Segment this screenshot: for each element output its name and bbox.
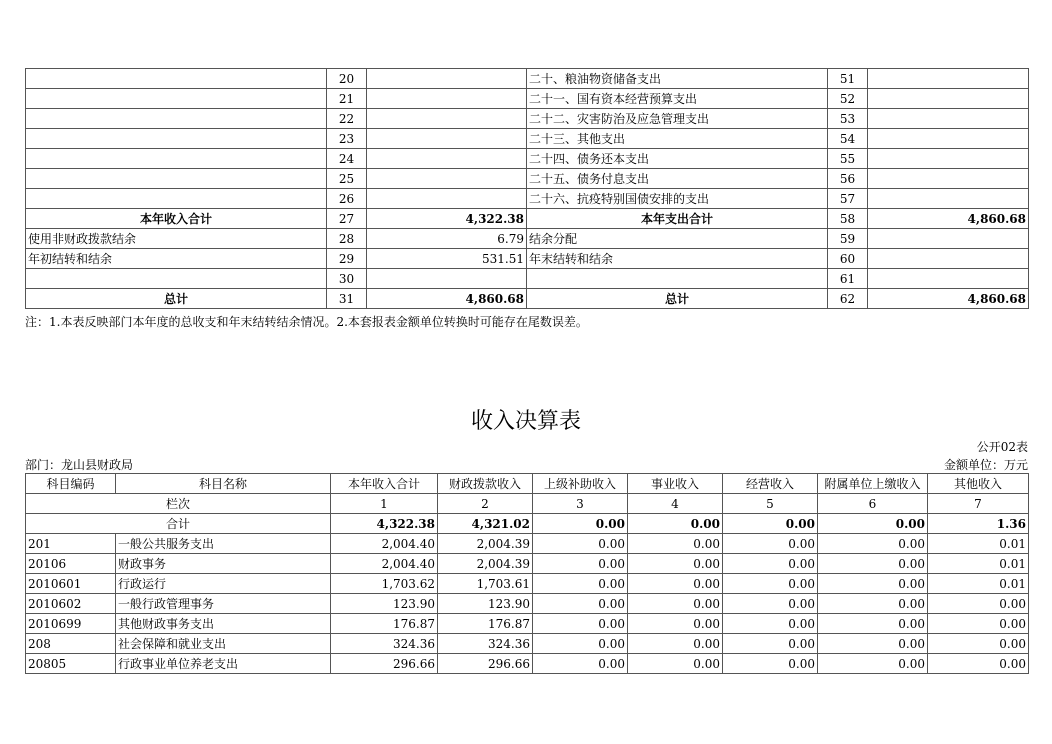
amount-cell: 0.00	[533, 554, 628, 574]
table-row	[26, 169, 1029, 189]
amount-cell: 0.00	[723, 534, 818, 554]
table-row	[26, 594, 1029, 614]
row-number: 55	[828, 149, 868, 169]
amount-cell: 324.36	[438, 634, 533, 654]
subject-name: 财政事务	[116, 554, 331, 574]
expense-amount	[868, 169, 1029, 189]
amount-cell: 0.00	[928, 594, 1029, 614]
income-item: 使用非财政拨款结余	[26, 229, 327, 249]
subject-name: 社会保障和就业支出	[116, 634, 331, 654]
table-row	[26, 109, 1029, 129]
row-number: 23	[327, 129, 367, 149]
income-final-accounts-table	[25, 473, 1029, 674]
row-number: 58	[828, 209, 868, 229]
expense-item: 总计	[527, 289, 828, 309]
table-row	[26, 249, 1029, 269]
header-other-income: 其他收入	[928, 474, 1029, 494]
income-item: 总计	[26, 289, 327, 309]
column-number: 6	[818, 494, 928, 514]
table-row	[26, 289, 1029, 309]
subject-name: 一般行政管理事务	[116, 594, 331, 614]
income-item	[26, 169, 327, 189]
row-number: 57	[828, 189, 868, 209]
subject-code: 201	[26, 534, 116, 554]
amount-cell: 296.66	[438, 654, 533, 674]
row-number: 52	[828, 89, 868, 109]
amount-cell: 0.00	[723, 554, 818, 574]
amount-cell: 2,004.39	[438, 534, 533, 554]
column-number: 3	[533, 494, 628, 514]
expense-amount	[868, 149, 1029, 169]
header-row	[26, 474, 1029, 494]
amount-cell: 1,703.61	[438, 574, 533, 594]
row-number: 31	[327, 289, 367, 309]
total-row	[26, 514, 1029, 534]
column-number-row	[26, 494, 1029, 514]
column-number: 7	[928, 494, 1029, 514]
header-code: 科目编码	[26, 474, 116, 494]
income-amount: 4,860.68	[367, 289, 527, 309]
amount-cell: 1,703.62	[331, 574, 438, 594]
expense-amount: 4,860.68	[868, 209, 1029, 229]
expense-amount: 4,860.68	[868, 289, 1029, 309]
income-amount	[367, 109, 527, 129]
income-item	[26, 189, 327, 209]
amount-cell: 0.00	[723, 654, 818, 674]
row-number: 54	[828, 129, 868, 149]
amount-cell: 0.01	[928, 574, 1029, 594]
amount-cell: 0.00	[533, 534, 628, 554]
amount-cell: 0.00	[628, 654, 723, 674]
income-item	[26, 129, 327, 149]
total-value: 0.00	[628, 514, 723, 534]
expense-amount	[868, 229, 1029, 249]
table-row	[26, 69, 1029, 89]
expense-item: 二十二、灾害防治及应急管理支出	[527, 109, 828, 129]
expense-item: 二十一、国有资本经营预算支出	[527, 89, 828, 109]
income-item	[26, 269, 327, 289]
header-business-income: 事业收入	[628, 474, 723, 494]
amount-cell: 0.00	[628, 614, 723, 634]
amount-cell: 0.00	[928, 614, 1029, 634]
expense-amount	[868, 269, 1029, 289]
amount-cell: 0.00	[928, 634, 1029, 654]
header-total-income: 本年收入合计	[331, 474, 438, 494]
expense-amount	[868, 249, 1029, 269]
expense-item: 年末结转和结余	[527, 249, 828, 269]
amount-cell: 2,004.40	[331, 554, 438, 574]
row-number: 22	[327, 109, 367, 129]
income-item	[26, 89, 327, 109]
table-row	[26, 654, 1029, 674]
amount-cell: 324.36	[331, 634, 438, 654]
subject-name: 行政事业单位养老支出	[116, 654, 331, 674]
row-number: 28	[327, 229, 367, 249]
subject-name: 其他财政事务支出	[116, 614, 331, 634]
row-number: 51	[828, 69, 868, 89]
amount-cell: 0.00	[723, 574, 818, 594]
amount-cell: 0.00	[628, 594, 723, 614]
header-superior-subsidy: 上级补助收入	[533, 474, 628, 494]
header-fiscal-allocation: 财政拨款收入	[438, 474, 533, 494]
income-item: 年初结转和结余	[26, 249, 327, 269]
amount-cell: 0.00	[533, 654, 628, 674]
expense-item: 二十、粮油物资储备支出	[527, 69, 828, 89]
subject-name: 行政运行	[116, 574, 331, 594]
income-amount	[367, 69, 527, 89]
row-number: 29	[327, 249, 367, 269]
expense-item: 二十六、抗疫特别国债安排的支出	[527, 189, 828, 209]
table-row	[26, 149, 1029, 169]
amount-cell: 123.90	[331, 594, 438, 614]
income-amount	[367, 149, 527, 169]
income-amount: 6.79	[367, 229, 527, 249]
amount-cell: 0.00	[818, 554, 928, 574]
table-row	[26, 554, 1029, 574]
subject-code: 2010699	[26, 614, 116, 634]
amount-cell: 0.01	[928, 554, 1029, 574]
income-item: 本年收入合计	[26, 209, 327, 229]
income-amount	[367, 269, 527, 289]
amount-cell: 123.90	[438, 594, 533, 614]
form-number: 公开02表	[976, 440, 1028, 454]
amount-cell: 0.00	[818, 574, 928, 594]
amount-cell: 0.00	[818, 594, 928, 614]
summary-table-body	[26, 69, 1029, 309]
header-name: 科目名称	[116, 474, 331, 494]
amount-cell: 0.00	[533, 634, 628, 654]
expense-amount	[868, 109, 1029, 129]
income-item	[26, 69, 327, 89]
income-item	[26, 109, 327, 129]
amount-cell: 0.00	[818, 534, 928, 554]
subject-code: 2010602	[26, 594, 116, 614]
total-value: 4,321.02	[438, 514, 533, 534]
income-item	[26, 149, 327, 169]
amount-unit-label: 金额单位：万元	[943, 458, 1028, 472]
expense-item	[527, 269, 828, 289]
amount-cell: 0.00	[628, 554, 723, 574]
expense-item: 结余分配	[527, 229, 828, 249]
row-number: 25	[327, 169, 367, 189]
income-amount: 531.51	[367, 249, 527, 269]
amount-cell: 0.00	[628, 534, 723, 554]
page-title: 收入决算表	[470, 409, 581, 434]
amount-cell: 2,004.39	[438, 554, 533, 574]
expense-item: 二十五、债务付息支出	[527, 169, 828, 189]
table-note: 注：1.本表反映部门本年度的总收支和年末结转结余情况。2.本套报表金额单位转换时可能存在尾数误差。	[25, 315, 588, 329]
amount-cell: 0.00	[818, 634, 928, 654]
table-row	[26, 129, 1029, 149]
row-number: 53	[828, 109, 868, 129]
department-label: 部门：龙山县财政局	[25, 458, 134, 472]
total-value: 0.00	[818, 514, 928, 534]
row-number: 60	[828, 249, 868, 269]
subject-code: 208	[26, 634, 116, 654]
subject-code: 20805	[26, 654, 116, 674]
column-number: 5	[723, 494, 818, 514]
row-number: 21	[327, 89, 367, 109]
header-operating-income: 经营收入	[723, 474, 818, 494]
row-number: 61	[828, 269, 868, 289]
income-amount	[367, 89, 527, 109]
table-row	[26, 269, 1029, 289]
amount-cell: 0.00	[818, 654, 928, 674]
income-amount	[367, 189, 527, 209]
amount-cell: 176.87	[331, 614, 438, 634]
expense-amount	[868, 129, 1029, 149]
table-row	[26, 614, 1029, 634]
column-number-label: 栏次	[26, 494, 331, 514]
income-amount	[367, 169, 527, 189]
column-number: 2	[438, 494, 533, 514]
amount-cell: 0.00	[628, 574, 723, 594]
total-value: 0.00	[533, 514, 628, 534]
table-row	[26, 209, 1029, 229]
amount-cell: 296.66	[331, 654, 438, 674]
total-label: 合计	[26, 514, 331, 534]
amount-cell: 176.87	[438, 614, 533, 634]
table-row	[26, 534, 1029, 554]
amount-cell: 0.00	[723, 634, 818, 654]
column-number: 1	[331, 494, 438, 514]
row-number: 27	[327, 209, 367, 229]
income-amount	[367, 129, 527, 149]
total-value: 1.36	[928, 514, 1029, 534]
table-row	[26, 189, 1029, 209]
expense-item: 二十三、其他支出	[527, 129, 828, 149]
table-row	[26, 89, 1029, 109]
subject-name: 一般公共服务支出	[116, 534, 331, 554]
income-table-body	[26, 534, 1029, 674]
subject-code: 2010601	[26, 574, 116, 594]
table-row	[26, 574, 1029, 594]
row-number: 62	[828, 289, 868, 309]
amount-cell: 2,004.40	[331, 534, 438, 554]
amount-cell: 0.00	[928, 654, 1029, 674]
amount-cell: 0.00	[723, 614, 818, 634]
row-number: 26	[327, 189, 367, 209]
subject-code: 20106	[26, 554, 116, 574]
amount-cell: 0.00	[533, 574, 628, 594]
total-value: 4,322.38	[331, 514, 438, 534]
row-number: 56	[828, 169, 868, 189]
amount-cell: 0.00	[533, 614, 628, 634]
header-affiliated-units: 附属单位上缴收入	[818, 474, 928, 494]
column-number: 4	[628, 494, 723, 514]
income-expense-summary-table	[25, 68, 1029, 309]
expense-amount	[868, 69, 1029, 89]
expense-amount	[868, 89, 1029, 109]
table-row	[26, 634, 1029, 654]
income-amount: 4,322.38	[367, 209, 527, 229]
amount-cell: 0.01	[928, 534, 1029, 554]
amount-cell: 0.00	[818, 614, 928, 634]
amount-cell: 0.00	[723, 594, 818, 614]
total-value: 0.00	[723, 514, 818, 534]
expense-item: 本年支出合计	[527, 209, 828, 229]
row-number: 59	[828, 229, 868, 249]
expense-amount	[868, 189, 1029, 209]
amount-cell: 0.00	[628, 634, 723, 654]
table-row	[26, 229, 1029, 249]
amount-cell: 0.00	[533, 594, 628, 614]
row-number: 30	[327, 269, 367, 289]
expense-item: 二十四、债务还本支出	[527, 149, 828, 169]
row-number: 20	[327, 69, 367, 89]
row-number: 24	[327, 149, 367, 169]
